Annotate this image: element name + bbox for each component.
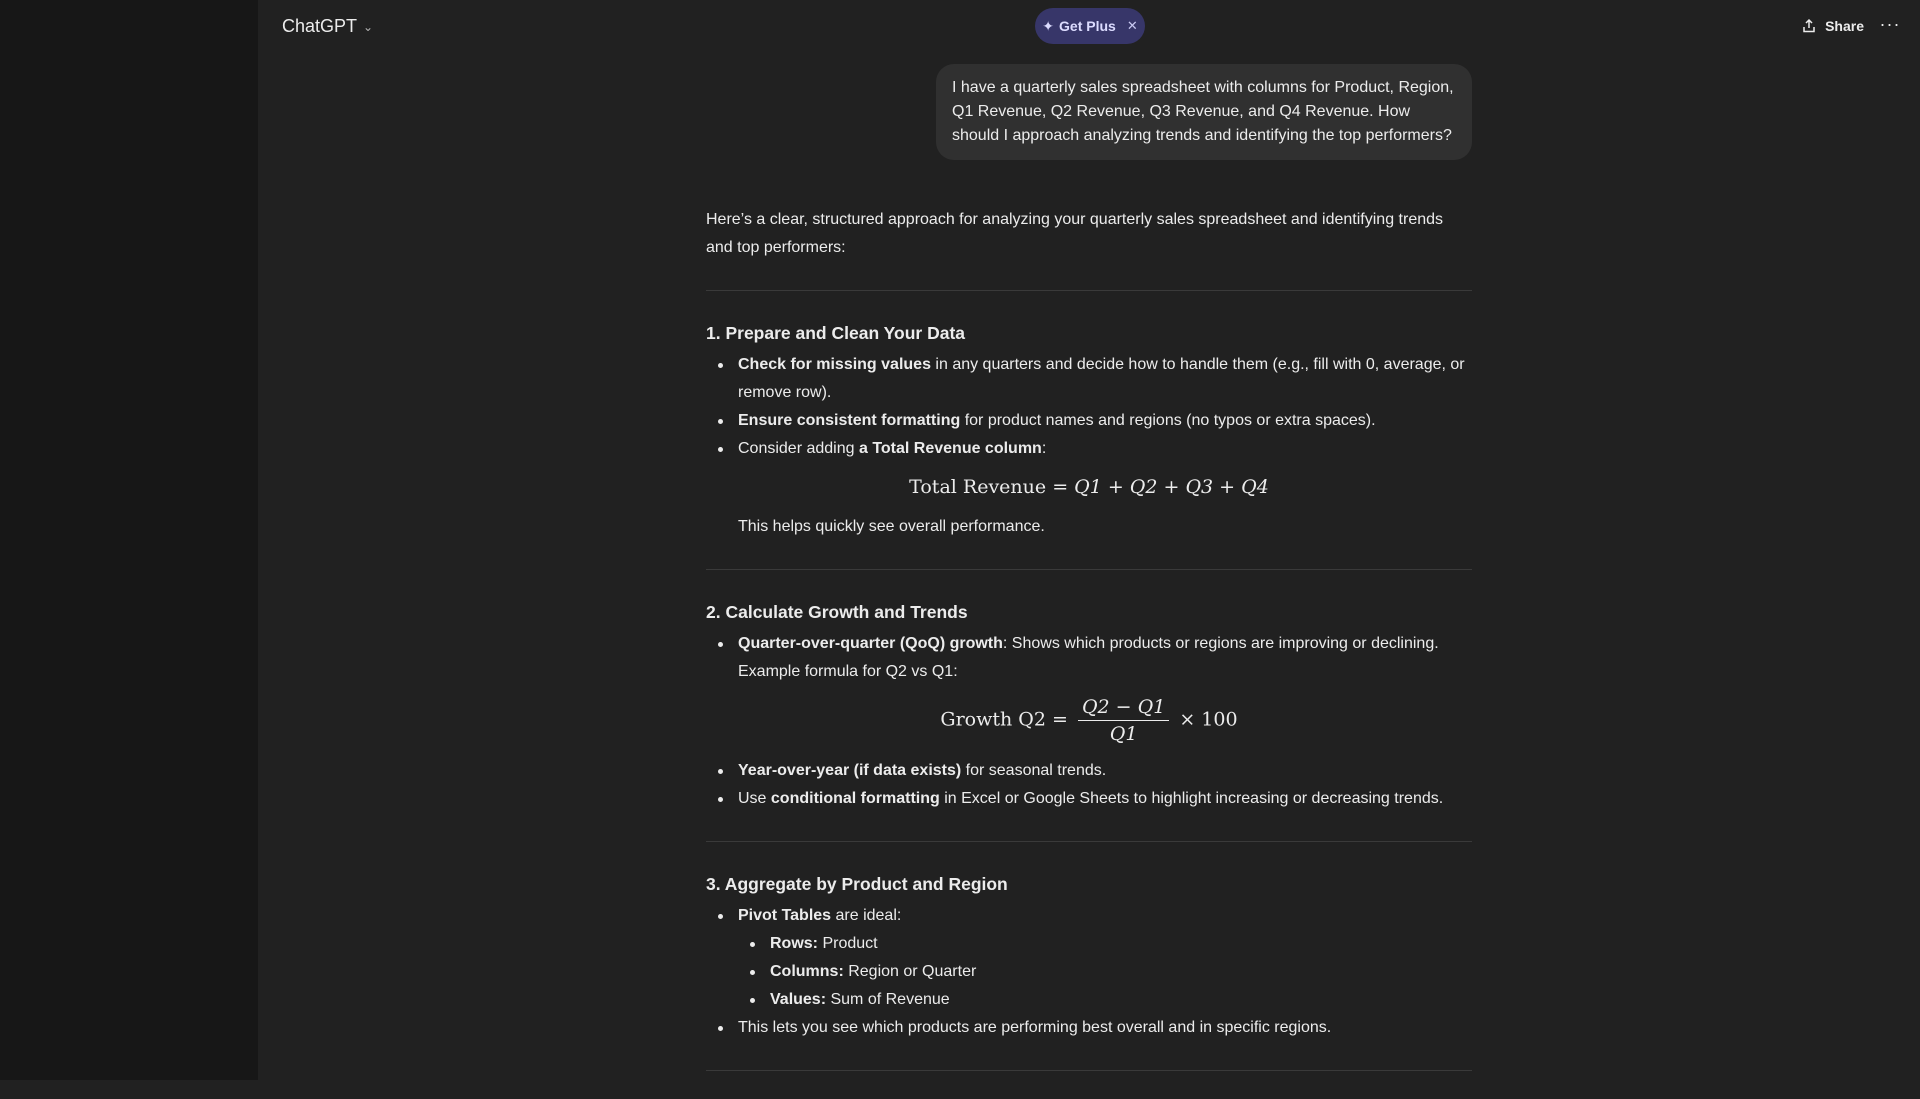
bold-text: Check for missing values	[738, 356, 931, 373]
bold-text: Year-over-year (if data exists)	[738, 762, 962, 779]
formula-total-revenue	[706, 473, 1472, 501]
item-text: Product	[818, 935, 878, 952]
item-text: :	[1041, 440, 1047, 457]
chevron-down-icon: ⌄	[363, 20, 374, 34]
list-item	[770, 930, 1472, 958]
user-message-row	[706, 64, 1472, 160]
top-bar	[258, 0, 1920, 52]
share-icon	[1801, 18, 1817, 34]
get-plus-button[interactable]	[1035, 8, 1145, 44]
item-text: Region or Quarter	[843, 963, 977, 980]
bold-text: Columns:	[770, 963, 844, 980]
list-item	[738, 785, 1472, 813]
bold-text: Pivot Tables	[738, 907, 832, 924]
main-area	[258, 0, 1920, 1080]
bullet-list	[706, 630, 1472, 686]
bullet-list	[706, 902, 1472, 1042]
section-heading: 1. Prepare and Clean Your Data	[706, 323, 966, 343]
bullet-list	[706, 757, 1472, 813]
assistant-message	[706, 206, 1472, 1071]
sparkle-icon: ✦	[1042, 17, 1055, 34]
section-heading: 2. Calculate Growth and Trends	[706, 602, 968, 622]
item-text: for seasonal trends.	[961, 762, 1107, 779]
item-text: : Shows which products or regions are improving or declining. Example formula for Q2 vs Q1:	[738, 635, 1439, 680]
item-text: Consider adding	[738, 440, 859, 457]
bold-text: Quarter-over-quarter (QoQ) growth	[738, 635, 1003, 652]
more-options-icon[interactable]: ···	[1879, 13, 1901, 34]
bold-text: Values:	[770, 991, 827, 1008]
list-item	[770, 958, 1472, 986]
formula-multiplier: × 100	[1179, 708, 1238, 731]
list-item	[738, 757, 1472, 785]
divider	[706, 1070, 1472, 1071]
divider	[706, 841, 1472, 842]
model-switcher[interactable]	[276, 12, 379, 40]
bold-text: conditional formatting	[770, 790, 940, 807]
fraction-denominator: Q1	[1109, 723, 1138, 745]
item-text: in any quarters and decide how to handle them (e.g., fill with 0, average, or remove row).	[738, 356, 1465, 401]
list-item	[738, 351, 1472, 407]
formula-lhs: Total Revenue	[909, 476, 1047, 498]
bold-text: a Total Revenue column	[858, 440, 1042, 457]
bold-text: Ensure consistent formatting	[738, 412, 961, 429]
nested-bullet-list	[738, 930, 1472, 1014]
item-text: Sum of Revenue	[826, 991, 950, 1008]
item-text: This lets you see which products are performing best overall and in specific regions.	[738, 1019, 1332, 1036]
fraction-numerator: Q2 − Q1	[1078, 696, 1169, 721]
response-intro: Here’s a clear, structured approach for analyzing your quarterly sales spreadsheet and identifying trends and top performers:	[706, 211, 1444, 256]
user-message: I have a quarterly sales spreadsheet with columns for Product, Region, Q1 Revenue, Q2 Revenue, Q3 Revenue, and Q4 Revenue. How should I approach analyzing trends and identifying the top performers?	[936, 64, 1472, 160]
share-label: Share	[1825, 18, 1864, 34]
formula-growth	[706, 696, 1472, 745]
list-item	[738, 902, 1472, 1014]
list-item	[738, 435, 1472, 463]
sidebar	[0, 0, 258, 1080]
conversation-thread	[706, 64, 1472, 1099]
list-item	[738, 1014, 1472, 1042]
fraction	[1078, 696, 1169, 745]
item-text: Use	[738, 790, 771, 807]
close-icon[interactable]: ✕	[1126, 18, 1138, 33]
formula-lhs: Growth Q2 =	[940, 708, 1068, 731]
list-item	[738, 630, 1472, 686]
item-text: for product names and regions (no typos or extra spaces).	[960, 412, 1376, 429]
list-item	[738, 407, 1472, 435]
list-item	[770, 986, 1472, 1014]
share-button[interactable]	[1801, 14, 1864, 38]
bullet-list	[706, 351, 1472, 463]
item-text: in Excel or Google Sheets to highlight increasing or decreasing trends.	[939, 790, 1444, 807]
model-label: ChatGPT	[282, 15, 358, 36]
get-plus-label: Get Plus	[1059, 18, 1116, 34]
divider	[706, 569, 1472, 570]
divider	[706, 290, 1472, 291]
formula-rhs: = Q1 + Q2 + Q3 + Q4	[1052, 476, 1269, 498]
item-text: are ideal:	[831, 907, 902, 924]
formula-note: This helps quickly see overall performance.	[738, 518, 1045, 535]
bold-text: Rows:	[770, 935, 818, 952]
section-heading: 3. Aggregate by Product and Region	[706, 874, 1008, 894]
